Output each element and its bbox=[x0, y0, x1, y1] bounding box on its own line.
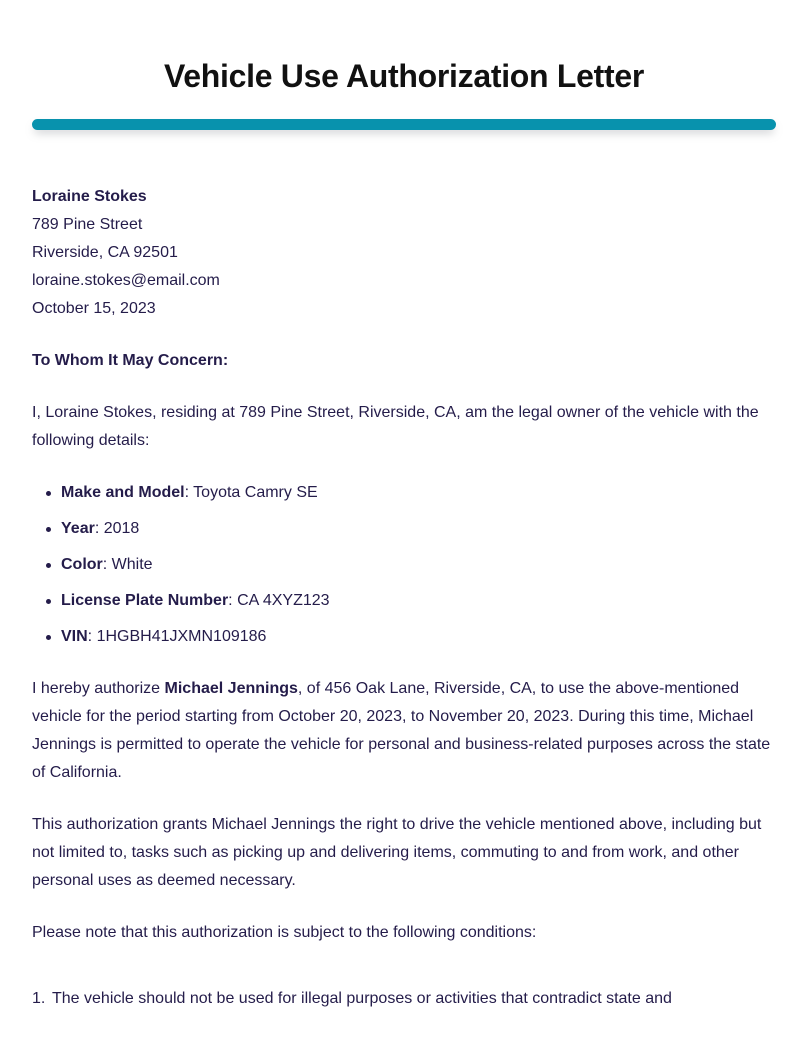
grants-paragraph: This authorization grants Michael Jennings the right to drive the vehicle mentioned above, including but not limited to, tasks such as picking up and delivering items, commuting to and from work, and other personal uses as deemed necessary. bbox=[32, 816, 762, 889]
list-item bbox=[50, 515, 776, 543]
conditions-intro: Please note that this authorization is subject to the following conditions: bbox=[32, 924, 537, 941]
intro-paragraph: I, Loraine Stokes, residing at 789 Pine Street, Riverside, CA, am the legal owner of the vehicle with the following details: bbox=[32, 404, 759, 449]
authorization-rest: , of 456 Oak Lane, Riverside, CA, to use the above-mentioned vehicle for the period starting from October 20, 2023, to November 20, 2023. During this time, Michael Jennings is permitted to operate the vehicle for personal and business-related purposes across the state of California. bbox=[32, 680, 771, 781]
page-title: Vehicle Use Authorization Letter bbox=[164, 58, 644, 94]
detail-value: : CA 4XYZ123 bbox=[228, 592, 330, 609]
detail-label: Make and Model bbox=[61, 484, 185, 501]
detail-label: Color bbox=[61, 556, 103, 573]
authorization-paragraph bbox=[32, 675, 776, 787]
vehicle-details-list bbox=[32, 479, 776, 651]
letter-date: October 15, 2023 bbox=[32, 300, 156, 317]
sender-city-state-zip: Riverside, CA 92501 bbox=[32, 244, 178, 261]
list-item: The vehicle should not be used for illegal purposes or activities that contradict state and bbox=[52, 990, 672, 1007]
list-item bbox=[50, 587, 776, 615]
authorization-lead: I hereby authorize bbox=[32, 680, 165, 697]
list-item bbox=[50, 551, 776, 579]
detail-label: Year bbox=[61, 520, 95, 537]
detail-value: : 1HGBH41JXMN109186 bbox=[87, 628, 267, 645]
conditions-list bbox=[32, 985, 776, 1013]
detail-label: License Plate Number bbox=[61, 592, 229, 609]
sender-address-block bbox=[32, 183, 776, 323]
detail-value: : 2018 bbox=[94, 520, 140, 537]
accent-bar bbox=[32, 119, 776, 130]
authorized-person-name: Michael Jennings bbox=[164, 680, 298, 697]
sender-name: Loraine Stokes bbox=[32, 188, 147, 205]
list-item bbox=[50, 623, 776, 651]
letter-body bbox=[0, 183, 808, 1013]
sender-email: loraine.stokes@email.com bbox=[32, 272, 220, 289]
detail-value: : Toyota Camry SE bbox=[184, 484, 318, 501]
salutation: To Whom It May Concern: bbox=[32, 352, 229, 369]
title-divider bbox=[0, 119, 808, 131]
list-item bbox=[50, 479, 776, 507]
detail-label: VIN bbox=[61, 628, 88, 645]
sender-street: 789 Pine Street bbox=[32, 216, 143, 233]
detail-value: : White bbox=[102, 556, 153, 573]
